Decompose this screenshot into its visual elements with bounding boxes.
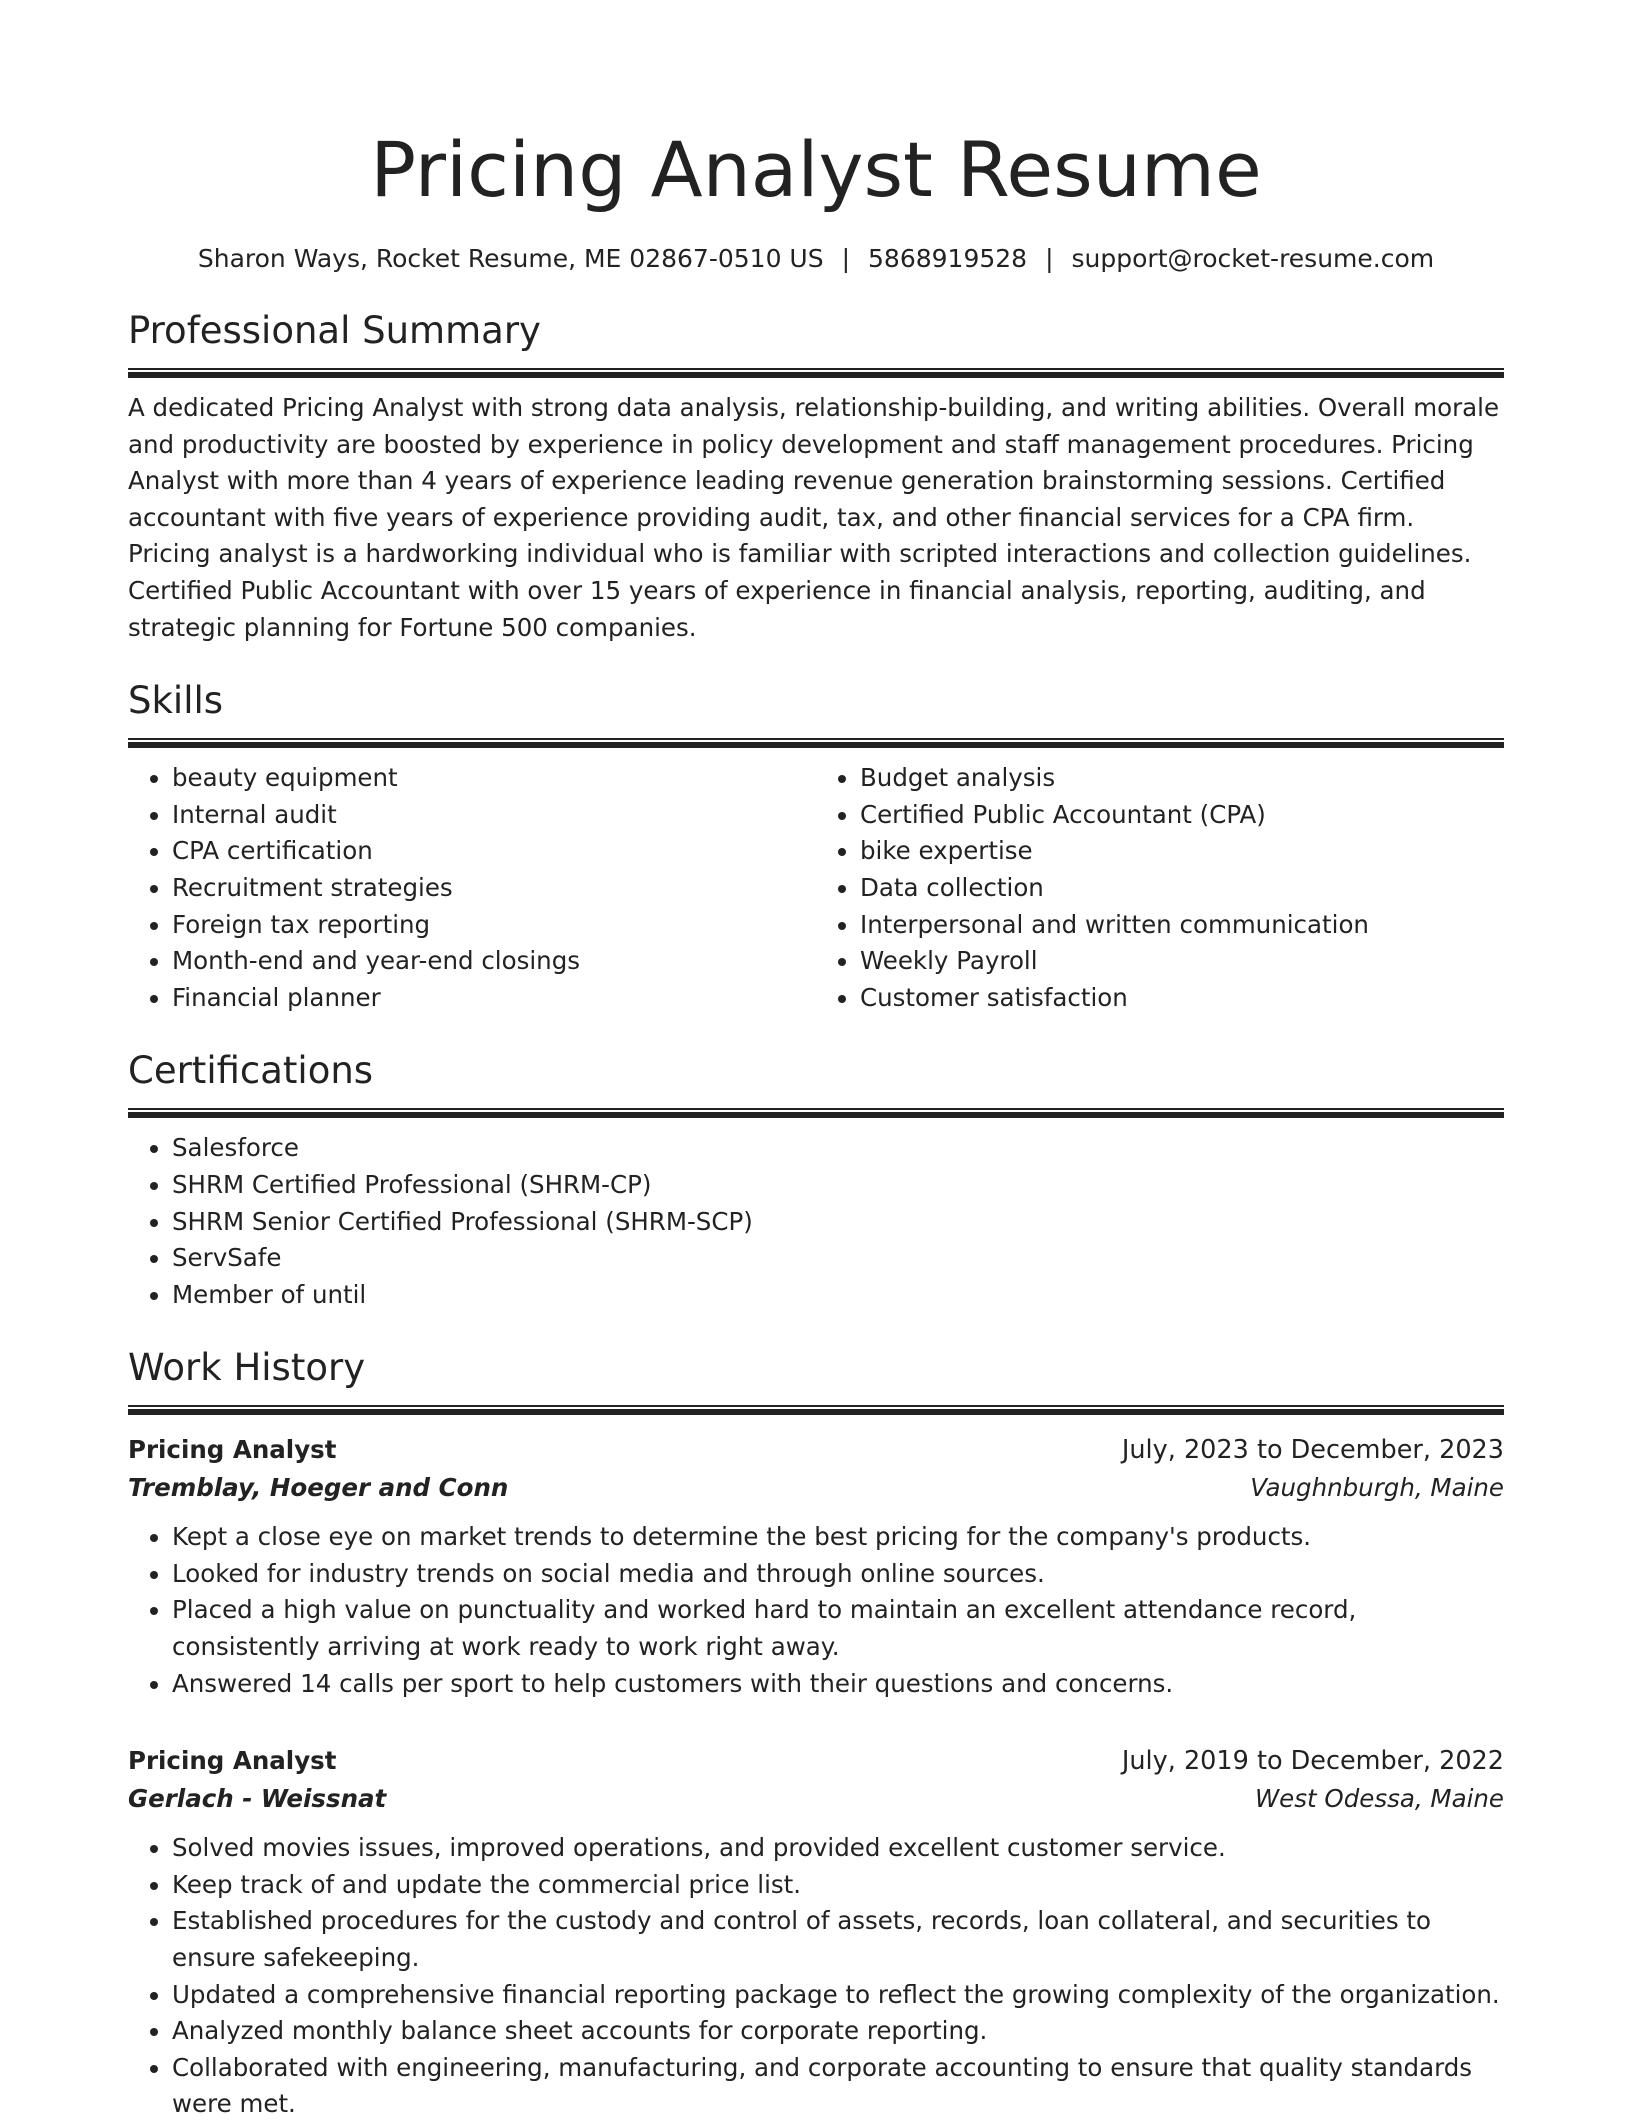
- job-bullet: • Established procedures for the custody and control of assets, records, loan collateral, and securities to ensure safekeeping.: [172, 1903, 1504, 1976]
- job-bullet: • Kept a close eye on market trends to determine the best pricing for the company's products.: [172, 1519, 1504, 1556]
- certification-item: • ServSafe: [172, 1240, 1504, 1277]
- job-entry: [128, 1742, 1504, 2123]
- skills-list-left: [128, 760, 816, 1016]
- job-title: Pricing Analyst: [128, 1435, 337, 1465]
- skill-item: • Customer satisfaction: [860, 980, 1504, 1017]
- job-bullet: • Analyzed monthly balance sheet accounts for corporate reporting.: [172, 2013, 1504, 2050]
- job-company: Tremblay, Hoeger and Conn: [128, 1473, 509, 1503]
- section-heading-work-history: Work History: [128, 1346, 366, 1390]
- job-bullet: • Answered 14 calls per sport to help customers with their questions and concerns.: [172, 1666, 1504, 1703]
- section-skills: [128, 676, 1504, 1016]
- job-entry: [128, 1431, 1504, 1702]
- job-bullet: • Updated a comprehensive financial reporting package to reflect the growing complexity of the organization.: [172, 1977, 1504, 2014]
- skills-grid: [128, 760, 1504, 1016]
- skill-item: • Certified Public Accountant (CPA): [860, 797, 1504, 834]
- skill-item: • Financial planner: [172, 980, 816, 1017]
- section-work-history: [128, 1343, 1504, 2123]
- skill-item: • Internal audit: [172, 797, 816, 834]
- skill-item: • Month-end and year-end closings: [172, 943, 816, 980]
- certifications-list: [128, 1130, 1504, 1313]
- page-title: Pricing Analyst Resume: [370, 125, 1262, 214]
- certification-item: • SHRM Senior Certified Professional (SHRM-SCP): [172, 1204, 1504, 1241]
- section-heading-skills: Skills: [128, 679, 224, 723]
- skill-item: • Recruitment strategies: [172, 870, 816, 907]
- certification-item: • Member of until: [172, 1277, 1504, 1314]
- skill-item: • Interpersonal and written communication: [860, 907, 1504, 944]
- job-bullet: • Collaborated with engineering, manufacturing, and corporate accounting to ensure that quality standards were met.: [172, 2050, 1504, 2123]
- section-heading-summary: Professional Summary: [128, 309, 541, 352]
- section-divider: [128, 1108, 1504, 1118]
- job-bullets: [128, 1519, 1504, 1702]
- skill-item: • Foreign tax reporting: [172, 907, 816, 944]
- job-bullet: • Looked for industry trends on social media and through online sources.: [172, 1556, 1504, 1593]
- section-divider: [128, 368, 1504, 378]
- contact-line: [128, 242, 1504, 276]
- certification-item: • Salesforce: [172, 1130, 1504, 1167]
- job-bullet: • Solved movies issues, improved operations, and provided excellent customer service.: [172, 1830, 1504, 1867]
- certification-item: • SHRM Certified Professional (SHRM-CP): [172, 1167, 1504, 1204]
- section-certifications: [128, 1046, 1504, 1313]
- job-location: Vaughnburgh, Maine: [1250, 1473, 1504, 1503]
- skill-item: • Budget analysis: [860, 760, 1504, 797]
- contact-email: support@rocket-resume.com: [1071, 244, 1435, 273]
- job-header-row: [128, 1431, 1504, 1469]
- job-company: Gerlach - Weissnat: [128, 1784, 387, 1814]
- job-company-row: [128, 1469, 1504, 1507]
- skills-list-right: [816, 760, 1504, 1016]
- section-heading-certifications: Certifications: [128, 1049, 374, 1093]
- job-company-row: [128, 1780, 1504, 1818]
- summary-text: A dedicated Pricing Analyst with strong data analysis, relationship-building, and writing abilities. Overall morale and productivity are boosted by experience in policy development and staff management procedures. Pricing Analyst with more than 4 years of experience leading revenue generation brainstorming sessions. Certified accountant with five years of experience providing audit, tax, and other financial services for a CPA firm. Pricing analyst is a hardworking individual who is familiar with scripted interactions and collection guidelines. Certified Public Accountant with over 15 years of experience in financial analysis, reporting, auditing, and strategic planning for Fortune 500 companies.: [128, 393, 1500, 642]
- skill-item: • Weekly Payroll: [860, 943, 1504, 980]
- job-location: West Odessa, Maine: [1254, 1784, 1504, 1814]
- job-header-row: [128, 1742, 1504, 1780]
- job-bullet: • Placed a high value on punctuality and worked hard to maintain an excellent attendance record, consistently arriving at work ready to work right away.: [172, 1592, 1504, 1665]
- job-dates: July, 2019 to December, 2022: [1121, 1746, 1504, 1777]
- contact-address: Sharon Ways, Rocket Resume, ME 02867-0510 US: [197, 244, 824, 273]
- contact-phone: 5868919528: [868, 244, 1028, 273]
- skill-item: • beauty equipment: [172, 760, 816, 797]
- contact-separator: |: [1045, 244, 1054, 273]
- skill-item: • CPA certification: [172, 833, 816, 870]
- section-divider: [128, 738, 1504, 748]
- job-bullets: [128, 1830, 1504, 2123]
- job-title: Pricing Analyst: [128, 1746, 337, 1776]
- job-dates: July, 2023 to December, 2023: [1121, 1435, 1504, 1466]
- skill-item: • Data collection: [860, 870, 1504, 907]
- section-divider: [128, 1405, 1504, 1415]
- job-bullet: • Keep track of and update the commercial price list.: [172, 1867, 1504, 1904]
- skill-item: • bike expertise: [860, 833, 1504, 870]
- section-summary: [128, 306, 1504, 646]
- contact-separator: |: [841, 244, 851, 273]
